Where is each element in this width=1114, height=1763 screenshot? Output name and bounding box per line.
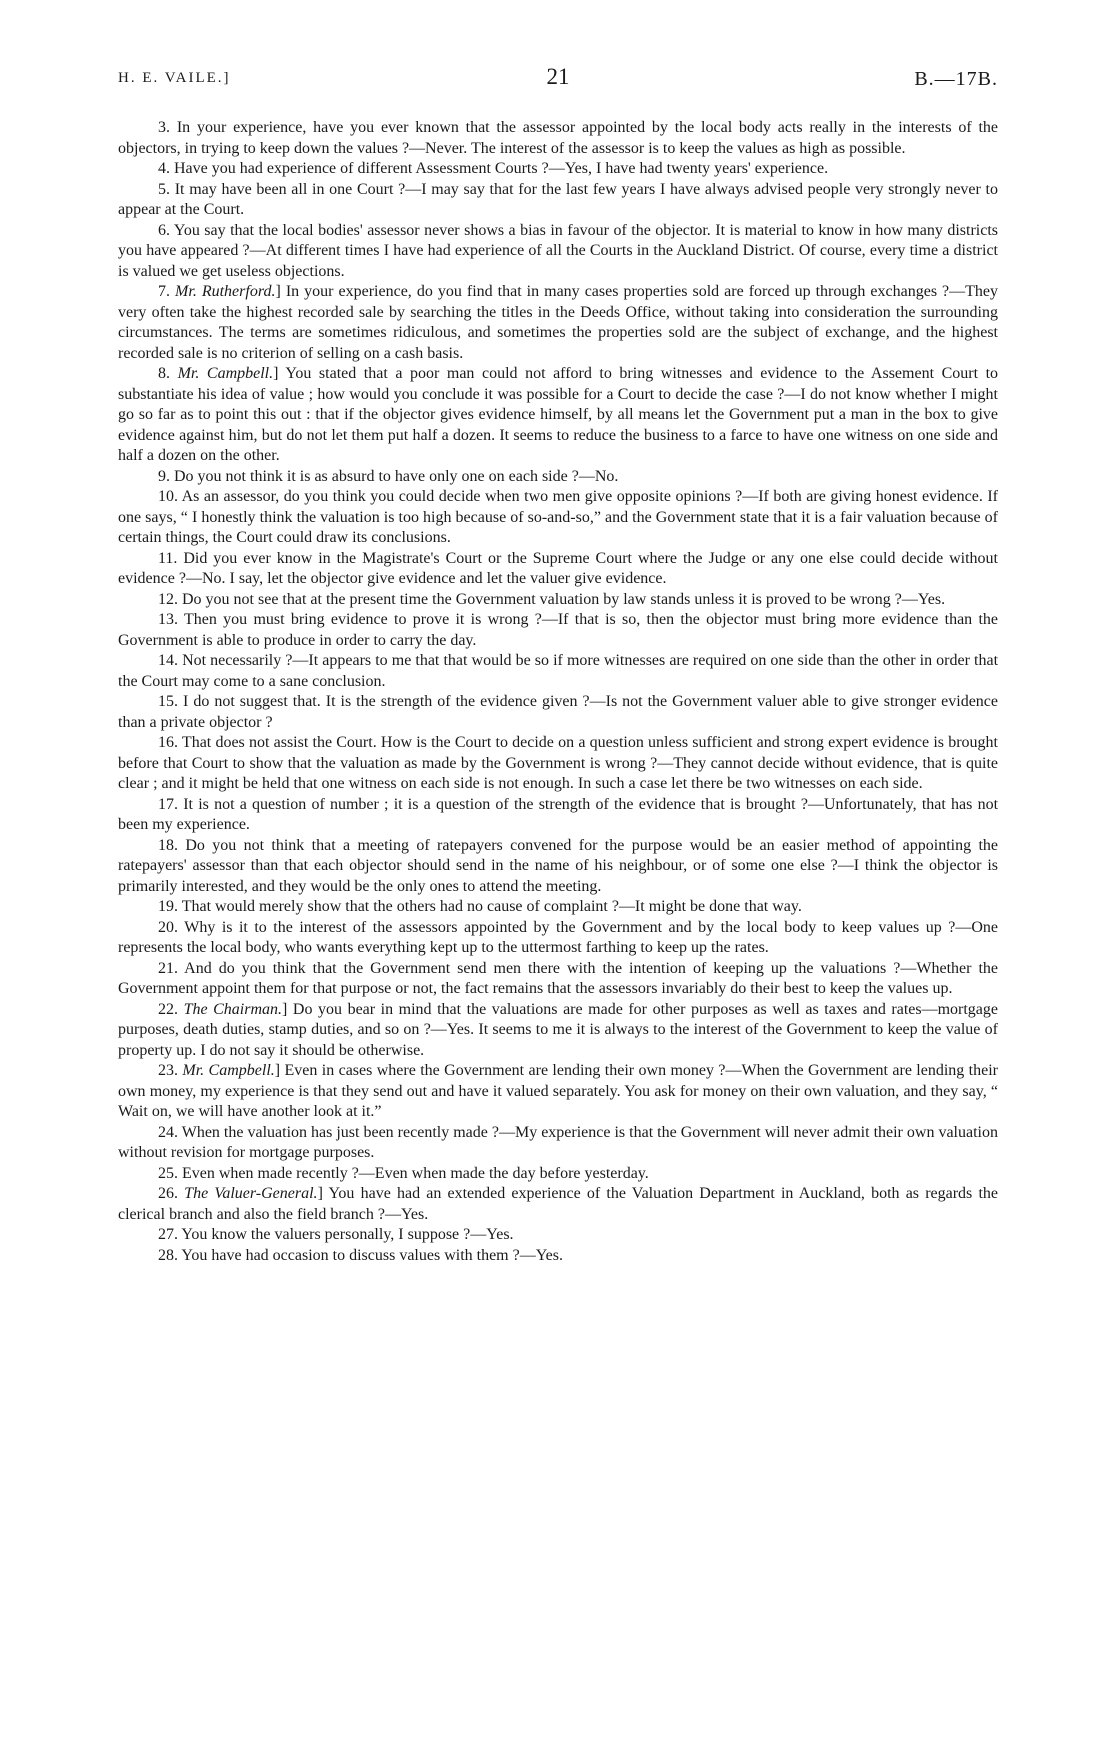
question-paragraph — [118, 836, 998, 898]
question-text: Then you must bring evidence to prove it is wrong ?—If that is so, then the objector must bring more evidence than the Government is able to produce in order to carry the day. — [118, 611, 998, 649]
question-text: When the valuation has just been recently made ?—My experience is that the Government will never admit their own valuation without revision for mortgage purposes. — [118, 1123, 998, 1161]
question-text: You know the valuers personally, I suppose ?—Yes. — [181, 1226, 514, 1243]
question-paragraph: 23. Mr. Campbell.] Even in cases where the Government are lending their own money ?—When the Government are lending their own money, my experience is that they send out and have it valued separately. You ask for money on their own valuation, and they say, “ Wait on, we will have another look at it.” — [118, 1062, 999, 1120]
question-text: You have had an extended experience of the Valuation Department in Auckland, both as regards the clerical branch and also the field branch ?—Yes. — [118, 1185, 998, 1223]
question-number: 8. — [158, 365, 170, 382]
question-text: Do you bear in mind that the valuations are made for other purposes as well as taxes and rates—mortgage purposes, death duties, stamp duties, and so on ?—Yes. It seems to me it is always to the interest of the Government to keep the value of property up. I do not say it should be otherwise. — [118, 1000, 999, 1059]
question-text: As an assessor, do you think you could decide when two men give opposite opinions ?—If both are giving honest evidence. If one says, “ I honestly think the valuation is too high because of so-and-so,” and the Government state that it is a fair valuation because of certain things, the Court could draw its conclusions. — [118, 488, 998, 546]
question-paragraph — [118, 897, 998, 918]
question-text: And do you think that the Government send men there with the intention of keeping up the valuations ?—Whether the Government appoint them for that purpose or not, the fact remains that the assessors invariably do their best to keep the values up. — [118, 959, 999, 997]
question-number: 22. — [158, 1000, 178, 1018]
question-text: That would merely show that the others had no cause of complaint ?—It might be done that way. — [181, 898, 802, 915]
question-paragraph — [118, 692, 998, 733]
question-text: Do you not think that a meeting of ratepayers convened for the purpose would be an easier method of appointing the ratepayers' assessor than that each objector should send in the name of his neighbour, or of some one else ?—I think the objector is primarily interested, and they would be the only ones to attend the meeting. — [118, 836, 999, 895]
question-paragraph — [118, 959, 998, 1000]
question-text: Why is it to the interest of the assessors appointed by the Government and by the local body to keep values up ?—One represents the local body, who wants everything kept up to the uttermost farthing to keep up the rates. — [118, 918, 998, 956]
question-paragraph — [118, 118, 998, 159]
speaker-name: The Valuer-General. — [184, 1185, 318, 1202]
question-paragraph: 26. The Valuer-General.] You have had an extended experience of the Valuation Department in Auckland, both as regards the clerical branch and also the field branch ?—Yes. — [118, 1185, 998, 1223]
question-paragraph — [118, 1123, 998, 1164]
question-paragraph — [118, 918, 998, 959]
question-number: 24. — [158, 1123, 178, 1141]
question-text: I do not suggest that. It is the strength of the evidence given ?—Is not the Government valuer able to give stronger evidence than a private objector ? — [118, 693, 998, 731]
question-number: 6. — [158, 221, 170, 239]
question-text: You have had occasion to discuss values with them ?—Yes. — [181, 1246, 564, 1264]
question-number: 10. — [158, 488, 178, 505]
question-paragraph — [118, 733, 998, 795]
document-reference: B.—17B. — [914, 68, 998, 90]
question-paragraph — [118, 159, 998, 180]
speaker-name: Mr. Campbell. — [177, 365, 274, 382]
question-number: 27. — [158, 1226, 178, 1243]
question-number: 20. — [158, 918, 178, 936]
question-number: 28. — [158, 1246, 178, 1264]
question-number: 3. — [158, 119, 170, 136]
page-number: 21 — [546, 64, 570, 89]
question-paragraph: 8. Mr. Campbell.] You stated that a poor man could not afford to bring witnesses and evidence to the Assement Court to substantiate his idea of value ; how would you conclude it was possible for a Court to decide the case ?—I do not know whether I might go so far as to point this out : that if the objector gives evidence himself, by all means let the Government put a man in the box to give evidence against him, but do not let them put half a dozen. It seems to reduce the business to a farce to have one witness on one side and half a dozen on the other. — [118, 365, 999, 464]
question-text: In your experience, do you find that in many cases properties sold are forced up through exchanges ?—They very often take the highest recorded sale by searching the titles in the Deeds Office, without taking into consideration the surrounding circumstances. The terms are sometimes ridiculous, and sometimes the properties sold are the subject of exchange, and the highest recorded sale is no criterion of selling on a cash basis. — [118, 283, 999, 362]
speaker-name: Mr. Rutherford. — [175, 283, 276, 300]
testimony-body — [118, 118, 998, 1266]
question-number: 11. — [158, 549, 178, 567]
question-number: 16. — [158, 734, 178, 751]
question-paragraph — [118, 795, 998, 836]
question-text: Do you not see that at the present time the Government valuation by law stands unless it is proved to be wrong ?—Yes. — [182, 590, 946, 608]
question-text: It is not a question of number ; it is a question of the strength of the evidence that is brought ?—Unfortunately, that has not been my experience. — [118, 795, 999, 833]
question-paragraph — [118, 1164, 998, 1185]
question-text: Even when made recently ?—Even when made the day before yesterday. — [182, 1164, 649, 1182]
question-paragraph — [118, 651, 998, 692]
question-number: 4. — [158, 160, 170, 177]
question-paragraph — [118, 610, 998, 651]
question-number: 18. — [158, 836, 178, 854]
question-paragraph — [118, 180, 998, 221]
question-number: 14. — [158, 652, 178, 669]
question-paragraph — [118, 487, 998, 549]
question-number: 19. — [158, 898, 178, 915]
question-text: You say that the local bodies' assessor never shows a bias in favour of the objector. It is material to know in how many districts you have appeared ?—At different times I have had experience of all the Courts in the Auckland District. Of course, every time a district is valued we get useless objections. — [118, 221, 999, 280]
question-paragraph — [118, 221, 998, 283]
question-text: Did you ever know in the Magistrate's Court or the Supreme Court where the Judge or any one else could decide without evidence ?—No. I say, let the objector give evidence and let the valuer give evidence. — [118, 549, 999, 587]
question-number: 7. — [158, 283, 170, 300]
question-number: 26. — [158, 1185, 178, 1202]
witness-name: H. E. VAILE.] — [118, 70, 231, 86]
question-number: 9. — [158, 467, 170, 485]
question-number: 21. — [158, 959, 178, 977]
question-text: Do you not think it is as absurd to have only one on each side ?—No. — [174, 467, 619, 485]
question-paragraph: 7. Mr. Rutherford.] In your experience, do you find that in many cases properties sold are forced up through exchanges ?—They very often take the highest recorded sale by searching the titles in the Deeds Office, without taking into consideration the surrounding circumstances. The terms are sometimes ridiculous, and sometimes the properties sold are the subject of exchange, and the highest recorded sale is no criterion of selling on a cash basis. — [118, 283, 999, 362]
question-text: In your experience, have you ever known that the assessor appointed by the local body acts really in the interests of the objectors, in trying to keep down the values ?—Never. The interest of the assessor is to keep the values as high as possible. — [118, 119, 999, 157]
question-number: 23. — [158, 1062, 178, 1079]
question-number: 12. — [158, 590, 178, 608]
question-paragraph — [118, 590, 998, 611]
question-number: 5. — [158, 180, 170, 198]
question-text: That does not assist the Court. How is the Court to decide on a question unless sufficient and strong expert evidence is brought before that Court to show that the valuation as made by the Government is wrong ?—They cannot decide without evidence, that is quite clear ; and it might be held that one witness on each side is not enough. In such a case let there be two witnesses on each side. — [118, 734, 998, 792]
question-paragraph — [118, 1225, 998, 1246]
question-number: 13. — [158, 611, 178, 628]
question-text: Have you had experience of different Assessment Courts ?—Yes, I have had twenty years' experience. — [174, 160, 829, 177]
question-paragraph — [118, 549, 998, 590]
page-header — [118, 64, 998, 94]
question-text: It may have been all in one Court ?—I may say that for the last few years I have always advised people very strongly never to appear at the Court. — [118, 180, 998, 218]
question-text: You stated that a poor man could not afford to bring witnesses and evidence to the Assement Court to substantiate his idea of value ; how would you conclude it was possible for a Court to decide the case ?—I do not know whether I might go so far as to point this out : that if the objector gives evidence himself, by all means let the Government put a man in the box to give evidence against him, but do not let them put half a dozen. It seems to reduce the business to a farce to have one witness on one side and half a dozen on the other. — [118, 365, 999, 464]
question-number: 15. — [158, 693, 178, 710]
question-number: 25. — [158, 1164, 178, 1182]
question-number: 17. — [158, 795, 178, 813]
question-text: Not necessarily ?—It appears to me that that would be so if more witnesses are required on one side than the other in order that the Court may come to a sane conclusion. — [118, 652, 999, 690]
speaker-name: Mr. Campbell. — [182, 1062, 275, 1079]
question-paragraph: 22. The Chairman.] Do you bear in mind that the valuations are made for other purposes as well as taxes and rates—mortgage purposes, death duties, stamp duties, and so on ?—Yes. It seems to me it is always to the interest of the Government to keep the value of property up. I do not say it should be otherwise. — [118, 1000, 999, 1059]
speaker-name: The Chairman. — [183, 1000, 283, 1018]
question-paragraph — [118, 467, 998, 488]
question-paragraph — [118, 1246, 998, 1267]
question-text: Even in cases where the Government are lending their own money ?—When the Government are lending their own money, my experience is that they send out and have it valued separately. You ask for money on their own valuation, and they say, “ Wait on, we will have another look at it.” — [118, 1062, 999, 1120]
